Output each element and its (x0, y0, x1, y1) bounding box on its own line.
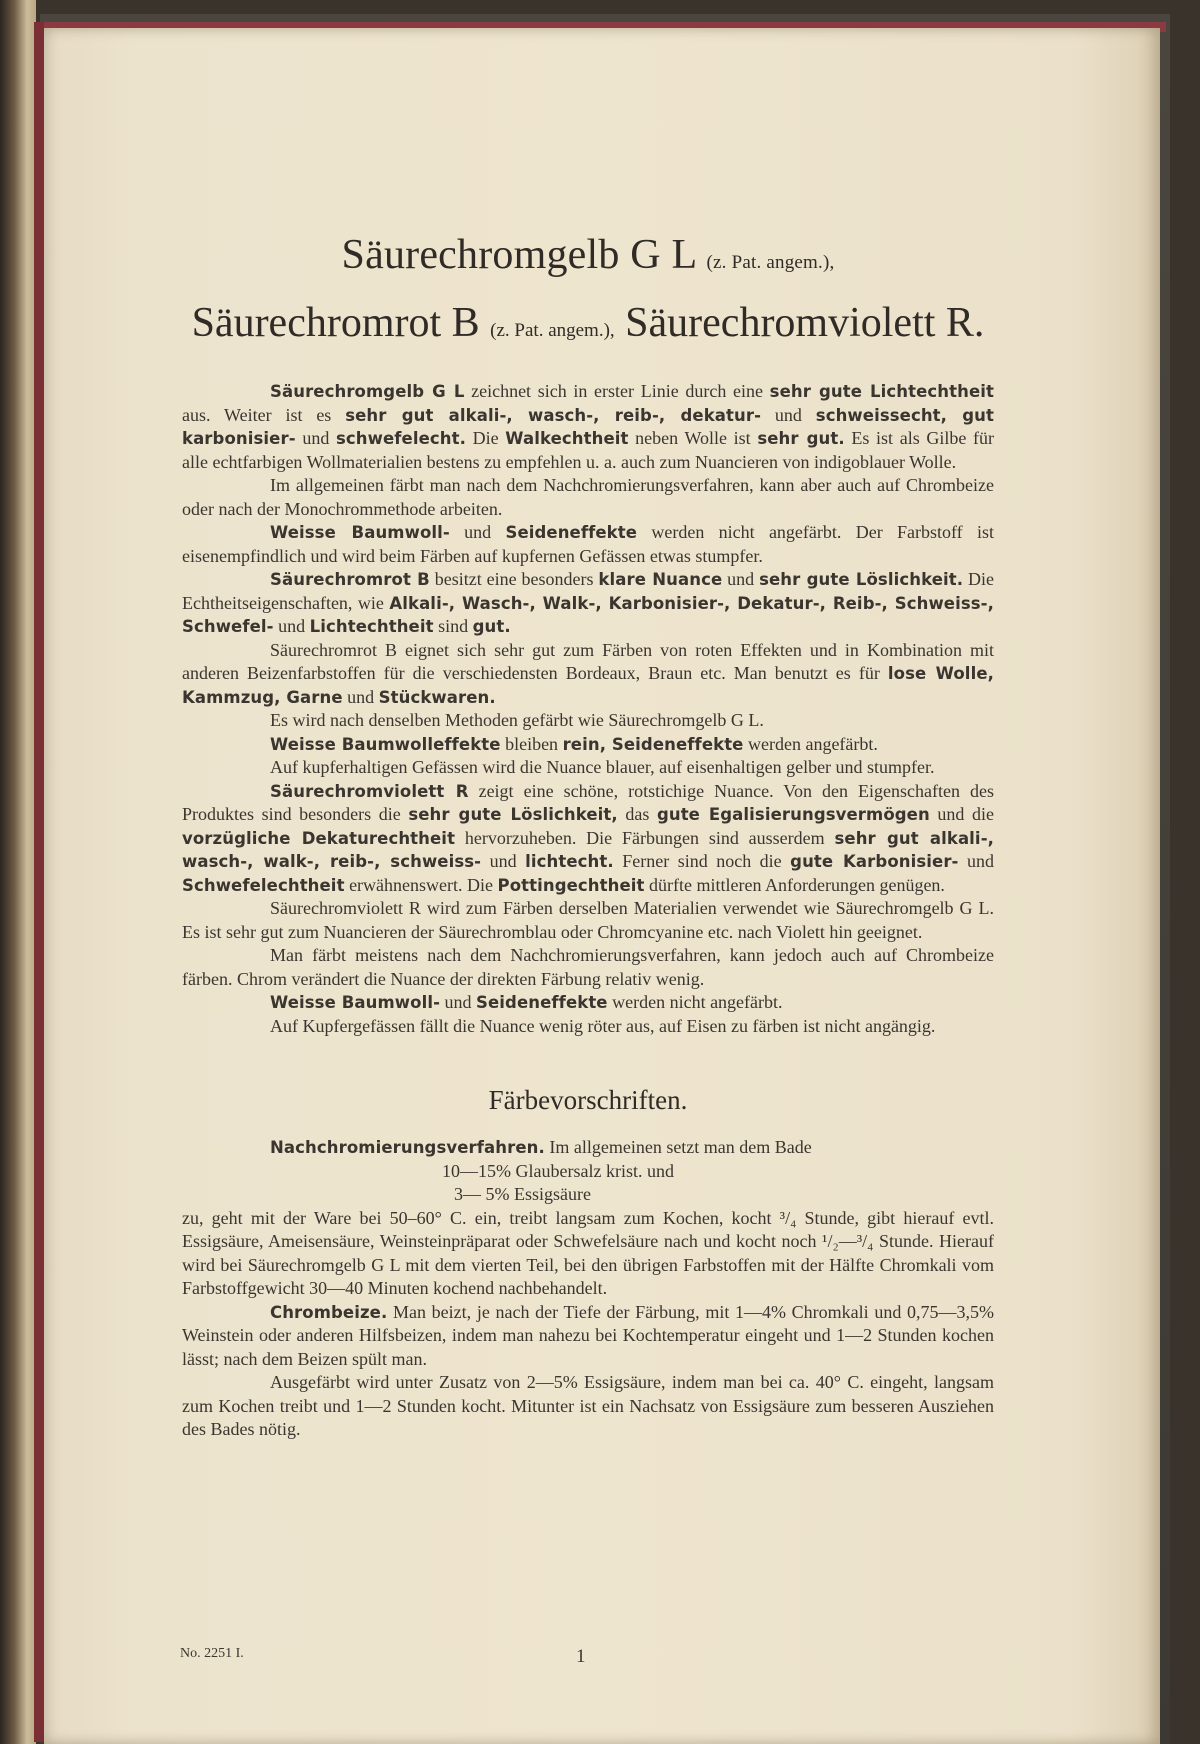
bold-text-run: rein, Seideneffekte (562, 734, 744, 754)
title-patent-note-1: (z. Pat. angem.), (706, 252, 835, 273)
bold-text-run: Säurechromrot B (270, 570, 430, 589)
bold-text-run: sehr gute Löslichkeit, (408, 805, 618, 824)
text-run: und (440, 992, 477, 1012)
text-run: Es ist als Gilbe für alle echtfarbigen Wollmaterialien bestens zu empfehlen u. a. auch zum Nuancieren von indigoblauer Wolle. (182, 428, 994, 472)
text-run: werden nicht angefärbt. (607, 992, 783, 1012)
bold-text-run: sehr gute Löslichkeit. (759, 570, 964, 589)
bold-text-run: Weisse Baumwoll- (270, 993, 441, 1012)
ausgefaerbt-paragraph: Ausgefärbt wird unter Zusatz von 2—5% Essigsäure, indem man bei ca. 40° C. eingeht, langsam zum Kochen treibt und 1—2 Stunden kocht. Mitunter ist ein Nachsatz von Essigsäure zum besseren Ausziehen des Bades nötig. (182, 1372, 994, 1439)
bold-text-run: Nachchromierungsverfahren. (270, 1138, 545, 1157)
body-paragraph (182, 568, 994, 639)
bold-text-run: Seideneffekte (505, 523, 638, 542)
bold-text-run: sehr gute Lichtechtheit (769, 382, 994, 401)
text-run: Man beizt, je nach der Tiefe der Färbung, mit 1—4% Chromkali und 0,75—3,5% Weinstein oder anderen Hilfsbeizen, indem man nahezu bei Kochtemperatur eingeht und 1—2 Stunden kochen lässt; nach dem Beizen spült man. (182, 1301, 994, 1369)
text-run: das (617, 804, 657, 824)
bold-text-run: schwefelecht. (335, 429, 466, 448)
recipe-continuation: zu, geht mit der Ware bei 50–60° C. ein, treibt langsam zum Kochen, kocht ³/₄ Stunde, gibt hierauf evtl. Essigsäure, Ameisensäure, Weinsteinpräparat oder Schwefelsäure nach und kocht noch ¹/₂—³/₄ Stunde. Hierauf wird bei Säurechromgelb G L mit dem vierten Teil, bei den übrigen Farbstoffen mit der Hälfte Chromkali vom Farbstoffgewicht 30—40 Minuten kochend nachbehandelt. (182, 1207, 994, 1298)
bold-text-run: Lichtechtheit (309, 617, 434, 636)
bold-text-run: gute Egalisierungsvermögen (656, 805, 930, 824)
bold-text-run: Schwefelechtheit (182, 875, 345, 895)
text-run: zeigt eine schöne, rotstichige Nuance. Von den Eigenschaften des Produktes sind besonders die (182, 780, 994, 824)
title-line-1 (182, 228, 994, 290)
body-paragraphs (182, 380, 994, 1038)
left-red-edge (34, 22, 44, 1742)
body-paragraph (182, 991, 994, 1015)
text-run: werden angefärbt. (743, 733, 878, 754)
bold-text-run: lose Wolle, Kammzug, Garne (182, 664, 994, 707)
bold-text-run: schweissecht, gut karbonisier- (182, 405, 994, 448)
text-run: und (722, 569, 760, 589)
text-run: sind (433, 616, 473, 636)
footer-print-number: No. 2251 I. (180, 1646, 244, 1661)
bold-text-run: lichtecht. (525, 852, 614, 871)
text-run: erwähnenswert. Die (344, 874, 498, 895)
text-run: Man färbt meistens nach dem Nachchromierungsverfahren, kann jedoch auch auf Chrombeize färben. Chrom verändert die Nuance der direkten Färbung relativ wenig. (182, 945, 994, 989)
title-product-1: Säurechromgelb G L (341, 232, 696, 278)
text-run: dürfte mittleren Anforderungen genügen. (644, 874, 945, 895)
page-content (182, 228, 994, 1442)
text-run: aus. Weiter ist es (182, 404, 346, 425)
text-run: hervorzuheben. Die Färbungen sind ausserdem (455, 827, 835, 848)
text-run: Es wird nach denselben Methoden gefärbt wie Säurechromgelb G L. (270, 710, 764, 730)
text-run: bleiben (500, 733, 563, 754)
text-run: und (449, 522, 506, 542)
text-run: Säurechromviolett R wird zum Färben derselben Materialien verwendet wie Säurechromgelb G L. Es ist sehr gut zum Nuancieren der Säurechromblau oder Chromcyanine etc. nach Violett hin geeignet. (182, 898, 994, 942)
text-run: Auf Kupfergefässen fällt die Nuance wenig röter aus, auf Eisen zu färben ist nicht angängig. (270, 1015, 936, 1036)
title-product-2: Säurechromrot B (191, 300, 480, 346)
body-paragraph (182, 521, 994, 568)
text-run: und (958, 851, 995, 871)
body-paragraph (182, 639, 994, 710)
body-paragraph (182, 897, 994, 944)
bold-text-run: Alkali-, Wasch-, Walk-, Karbonisier-, Dekatur-, Reib-, Schweiss-, Schwefel- (182, 593, 994, 636)
recipe-intro-paragraph (182, 1136, 994, 1160)
title-patent-note-2: (z. Pat. angem.), (490, 320, 615, 341)
bold-text-run: Weisse Baumwoll- (270, 523, 450, 542)
text-run: und (342, 686, 379, 707)
body-paragraph (182, 733, 994, 757)
text-run: Im allgemeinen färbt man nach dem Nachchromierungsverfahren, kann aber auch auf Chrombeize oder nach der Monochrommethode arbeiten. (182, 475, 994, 519)
recipe-ingredient-2: 3— 5% Essigsäure (454, 1184, 591, 1204)
page-number: 1 (576, 1646, 586, 1667)
text-run: besitzt eine besonders (429, 569, 599, 589)
text-run: Die (465, 428, 506, 448)
text-run: zeichnet sich in erster Linie durch eine (464, 381, 770, 401)
title-line-2 (182, 296, 994, 358)
bold-text-run: Pottingechtheit (497, 875, 645, 895)
text-run: werden nicht angefärbt. Der Farbstoff ist eisenempfindlich und wird beim Färben auf kupfernen Gefässen etwas stumpfer. (182, 522, 994, 566)
document-page (44, 28, 1160, 1744)
text-run: Säurechromrot B eignet sich sehr gut zum Färben von roten Effekten und in Kombination mit anderen Beizenfarbstoffen für die verschiedensten Bordeaux, Braun etc. Man benutzt es für (182, 639, 994, 683)
body-paragraph (182, 380, 994, 474)
bold-text-run: Stückwaren. (378, 687, 496, 707)
bold-text-run: sehr gut alkali-, wasch-, walk-, reib-, schweiss- (182, 828, 995, 871)
text-run: und die (929, 804, 994, 824)
bold-text-run: Säurechromgelb G L (270, 382, 465, 401)
bold-text-run: klare Nuance (598, 570, 723, 589)
text-run: und (481, 851, 526, 871)
bold-text-run: vorzügliche Dekaturechtheit (182, 828, 456, 848)
text-run: Auf kupferhaltigen Gefässen wird die Nuance blauer, auf eisenhaltigen gelber und stumpfer. (270, 757, 935, 777)
bold-text-run: gute Karbonisier- (790, 852, 959, 871)
body-paragraph (182, 944, 994, 991)
bold-text-run: Walkechtheit (505, 429, 629, 448)
left-page-edge (0, 0, 36, 1744)
text-run: neben Wolle ist (628, 428, 758, 448)
bold-text-run: Seideneffekte (476, 993, 608, 1012)
bold-text-run: Weisse Baumwolleffekte (270, 734, 501, 754)
bold-text-run: Säurechromviolett R (270, 781, 469, 801)
text-run: Die Echtheitseigenschaften, wie (182, 569, 995, 613)
body-paragraph (182, 780, 994, 898)
bold-text-run: gut. (472, 617, 511, 636)
text-run: und (273, 616, 310, 636)
text-run: und (761, 404, 816, 425)
bold-text-run: sehr gut. (757, 429, 845, 448)
body-paragraph (182, 709, 994, 733)
text-run: Im allgemeinen setzt man dem Bade (544, 1137, 812, 1157)
bold-text-run: Chrombeize. (270, 1302, 388, 1322)
body-paragraph (182, 474, 994, 521)
text-run: und (295, 428, 336, 448)
title-product-3: Säurechromviolett R. (625, 300, 985, 346)
body-paragraph (182, 756, 994, 780)
section-title: Färbevorschriften. (488, 1085, 688, 1115)
text-run: Ferner sind noch die (613, 851, 791, 871)
bold-text-run: sehr gut alkali-, wasch-, reib-, dekatur- (345, 405, 762, 425)
chrombeize-paragraph (182, 1301, 994, 1372)
body-paragraph (182, 1015, 994, 1039)
recipe-ingredient-1: 10—15% Glaubersalz krist. und (442, 1160, 674, 1181)
